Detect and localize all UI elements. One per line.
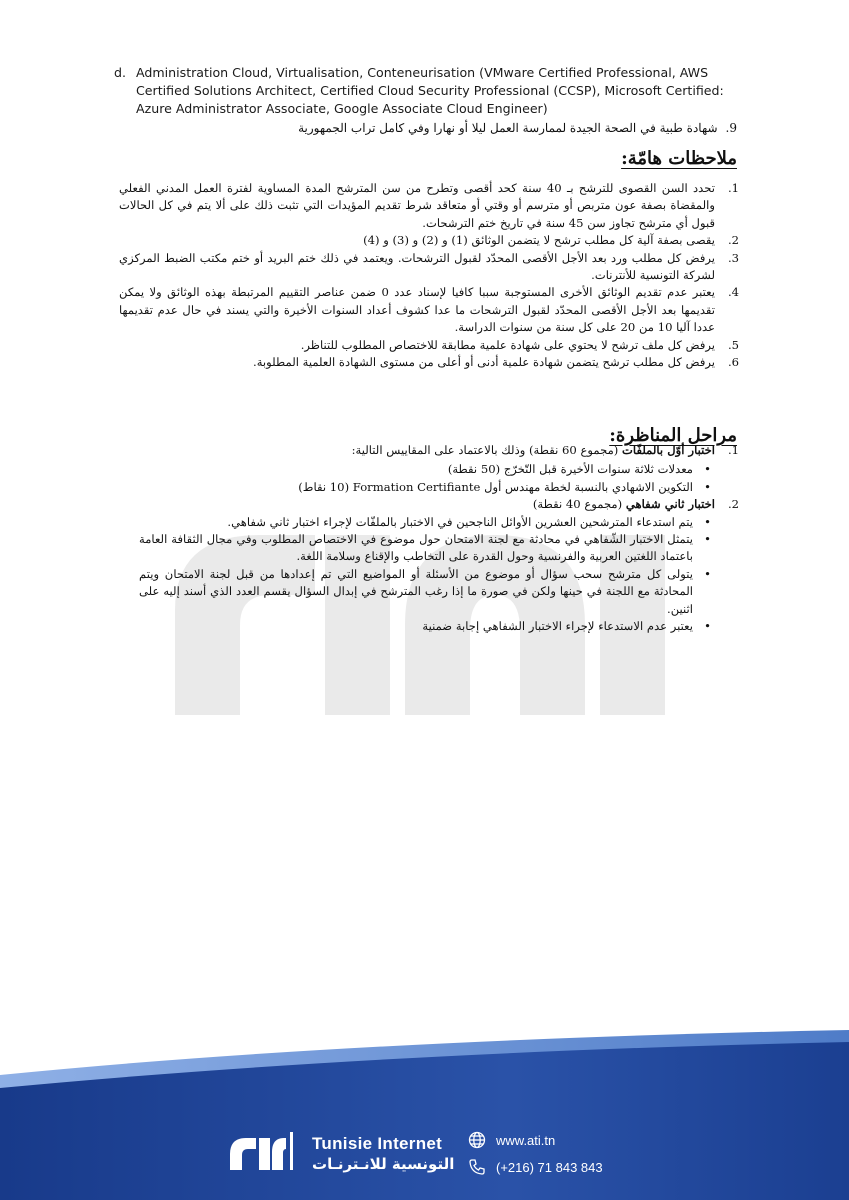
note-number: .4 <box>727 285 739 300</box>
phone-contact[interactable] <box>468 1160 603 1175</box>
phone-icon <box>468 1158 486 1176</box>
bullet-item: • يعتبر عدم الاستدعاء لإجراء الاختبار الشفاهي إجابة ضمنية <box>139 618 739 635</box>
stage-1-title-rest: (مجموع 60 نقطة) وذلك بالاعتماد على المقاييس التالية: <box>351 443 623 457</box>
stage-2-bullets <box>139 514 739 636</box>
website-contact[interactable] <box>468 1133 555 1148</box>
note-item <box>119 180 739 232</box>
notes-heading: ملاحظات هامّة: <box>621 148 737 169</box>
brand-name-ar: التونسية للانـترنـات <box>312 1155 455 1173</box>
bullet-item: • يتم استدعاء المترشحين العشرين الأوائل الناجحين في الاختبار بالملفّات لإجراء اختبار ثاني شفاهي. <box>139 514 739 531</box>
bullet-item: • يتولى كل مترشح سحب سؤال أو موضوع من الأسئلة أو المواضيع التي تم إعدادها من قبل لجنة الامتحان ويتم المحادثة مع اللجنة في حينها ولكن في صورة ما إذا رغب المترشح في إبدال السؤال يقسم العدد الذي أسند إليه على اثنين. <box>139 566 739 618</box>
english-item-d <box>114 64 754 118</box>
bullet-item: • معدلات ثلاثة سنوات الأخيرة قبل التّخرّج (50 نقطة) <box>139 461 739 478</box>
stage-2-number: .2 <box>727 497 739 512</box>
note-text: يرفض كل مطلب ورد بعد الأجل الأقصى المحدّد لقبول الترشحات. ويعتمد في ذلك ختم البريد أو ختم مكتب الضبط المركزي لشركة التونسية للأنترنات. <box>119 250 715 283</box>
note-number: .5 <box>727 337 739 352</box>
stage-1-number: .1 <box>727 443 739 457</box>
stage-1-title-bold: اختبار أوّل بالملفّات <box>622 443 715 457</box>
note-item <box>119 284 739 336</box>
stages-heading: مراحل المناظرة: <box>609 425 737 446</box>
globe-icon <box>468 1131 486 1149</box>
footer-band <box>0 1030 849 1200</box>
item-d-text: Administration Cloud, Virtualisation, Conteneurisation (VMware Certified Professional, AWS Certified Solutions Architect, Certified Cloud Security Professional (CCSP), Microsoft Certified: Azure Administrator Associate, Google Associate Cloud Engineer) <box>136 65 724 116</box>
stages-section <box>139 442 739 635</box>
bullet-item: • التكوين الاشهادي بالنسبة لخطة مهندس أول Formation Certifiante (10 نقاط) <box>139 479 739 496</box>
note-item <box>119 232 739 249</box>
item-9-text: شهادة طبية في الصحة الجيدة لممارسة العمل ليلا أو نهارا وفي كامل تراب الجمهورية <box>298 121 718 135</box>
note-number: .6 <box>727 355 739 370</box>
brand-name-en: Tunisie Internet <box>312 1134 443 1153</box>
bullet-item: • يتمثل الاختبار الشّفاهي في محادثة مع لجنة الامتحان حول موضوع في الاختصاص المطلوب وفي مجال الثقافة العامة باعتماد اللغتين العربية والفرنسية وحول القدرة على التخاطب والإقناع وسلامة اللغة. <box>139 531 739 566</box>
note-item <box>119 250 739 285</box>
item-9 <box>298 120 737 136</box>
item-9-number: .9 <box>725 121 737 135</box>
note-text: تحدد السن القصوى للترشح بـ 40 سنة كحد أقصى وتطرح من سن المترشح المدة المساوية لفترة العمل المدني الفعلي والمقضاة بصفة عون متربص أو مترسم أو وقتي أو متعاقد شرط تقديم المؤيدات التي تثبت ذلك على ألا يتم في كل الحالات قبول أي مترشح تجاوز سن 45 سنة في تاريخ ختم الترشحات. <box>119 181 715 230</box>
stage-2-title-bold: اختبار ثاني شفاهي <box>625 497 715 512</box>
stage-1-bullets <box>139 461 739 496</box>
stage-1-title <box>139 442 739 459</box>
note-text: يرفض كل مطلب ترشح يتضمن شهادة علمية أدنى أو أعلى من مستوى الشهادة العلمية المطلوبة. <box>253 355 715 370</box>
stage-2-title-rest: (مجموع 40 نقطة) <box>532 497 626 512</box>
ati-logo-icon <box>228 1130 298 1172</box>
stage-2-title <box>139 496 739 513</box>
note-item <box>119 337 739 354</box>
note-text: يقصى بصفة آلية كل مطلب ترشح لا يتضمن الوثائق (1) و (2) و (3) و (4) <box>363 233 715 248</box>
notes-list <box>119 180 739 371</box>
item-marker: d. <box>114 65 126 80</box>
note-number: .1 <box>727 181 739 195</box>
website-link[interactable]: www.ati.tn <box>496 1133 556 1148</box>
phone-number[interactable]: (+216) 71 843 843 <box>496 1160 603 1175</box>
note-text: يرفض كل ملف ترشح لا يحتوي على شهادة علمية مطابقة للاختصاص المطلوب للتناظر. <box>300 337 715 352</box>
note-number: .2 <box>727 233 739 248</box>
note-item <box>119 354 739 371</box>
note-text: يعتبر عدم تقديم الوثائق الأخرى المستوجبة سببا كافيا لإسناد عدد 0 ضمن عناصر التقييم المرتبطة بهذه الوثائق ولا يمكن تقديمها بعد الأجل الأقصى المحدّد لقبول الترشحات ما عدا كشوف أعداد السنوات الأخيرة والتي يسند في حال عدم تقديمها عددا آليا 10 من 20 على كل سنة من سنوات الدراسة. <box>119 285 715 335</box>
note-number: .3 <box>727 250 739 265</box>
